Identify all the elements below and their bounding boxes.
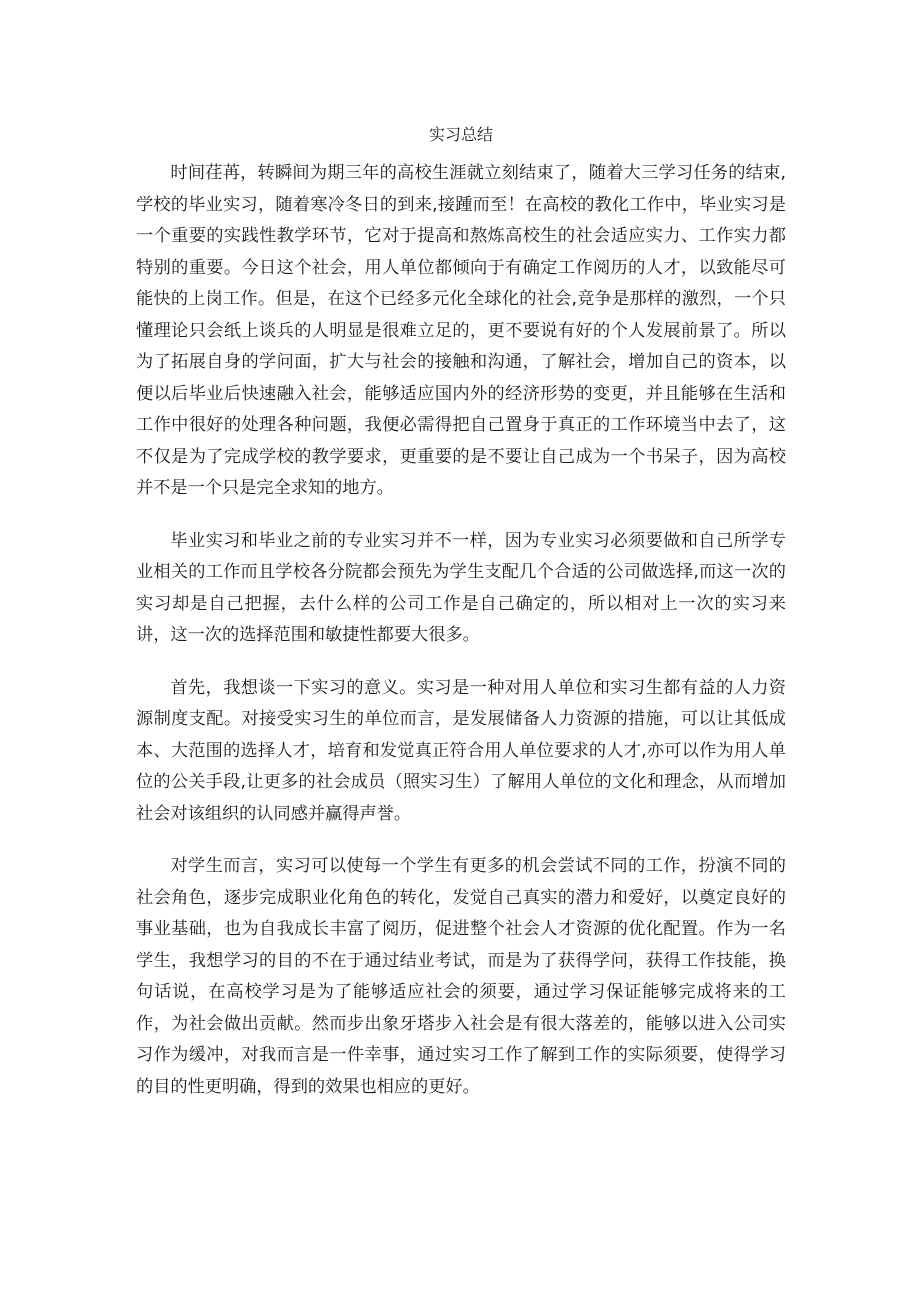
paragraph-3: 首先，我想谈一下实习的意义。实习是一种对用人单位和实习生都有益的人力资源制度支配。对接受实习生的单位而言，是发展储备人力资源的措施，可以让其低成本、大范围的选择人才，培育和发觉真正符合用人单位要求的人才,亦可以作为用人单位的公关手段,让更多的社会成员（照实习生）了解用人单位的文化和理念，从而增加社会对该组织的认同感并赢得声誉。 xyxy=(136,677,786,824)
document-title: 实习总结 xyxy=(428,125,493,144)
paragraph-1: 时间荏苒，转瞬间为期三年的高校生涯就立刻结束了，随着大三学习任务的结束,学校的毕业实习，随着寒冷冬日的到来,接踵而至！在高校的教化工作中，毕业实习是一个重要的实践性教学环节，它对于提高和熬炼高校生的社会适应实力、工作实力都特别的重要。今日这个社会，用人单位都倾向于有确定工作阅历的人才，以致能尽可能快的上岗工作。但是，在这个已经多元化全球化的社会,竞争是那样的激烈，一个只懂理论只会纸上谈兵的人明显是很难立足的，更不要说有好的个人发展前景了。所以为了拓展自身的学问面，扩大与社会的接触和沟通，了解社会，增加自己的资本，以便以后毕业后快速融入社会，能够适应国内外的经济形势的变更，并且能够在生活和工作中很好的处理各种问题，我便必需得把自己置身于真正的工作环境当中去了，这不仅是为了完成学校的教学要求，更重要的是不要让自己成为一个书呆子，因为高校并不是一个只是完全求知的地方。 xyxy=(136,163,786,498)
paragraph-4: 对学生而言，实习可以使每一个学生有更多的机会尝试不同的工作，扮演不同的社会角色，逐步完成职业化角色的转化，发觉自己真实的潜力和爱好，以奠定良好的事业基础，也为自我成长丰富了阅历，促进整个社会人才资源的优化配置。作为一名学生，我想学习的目的不在于通过结业考试，而是为了获得学问，获得工作技能，换句话说，在高校学习是为了能够适应社会的须要，通过学习保证能够完成将来的工作，为社会做出贡献。然而步出象牙塔步入社会是有很大落差的，能够以进入公司实习作为缓冲，对我而言是一件幸事，通过实习工作了解到工作的实际须要，使得学习的目的性更明确，得到的效果也相应的更好。 xyxy=(136,856,786,1097)
document-page xyxy=(136,118,786,1124)
paragraph-2: 毕业实习和毕业之前的专业实习并不一样，因为专业实习必须要做和自己所学专业相关的工作而且学校各分院都会预先为学生支配几个合适的公司做选择,而这一次的实习却是自己把握，去什么样的公司工作是自己确定的，所以相对上一次的实习来讲，这一次的选择范围和敏捷性都要大很多。 xyxy=(136,530,786,645)
